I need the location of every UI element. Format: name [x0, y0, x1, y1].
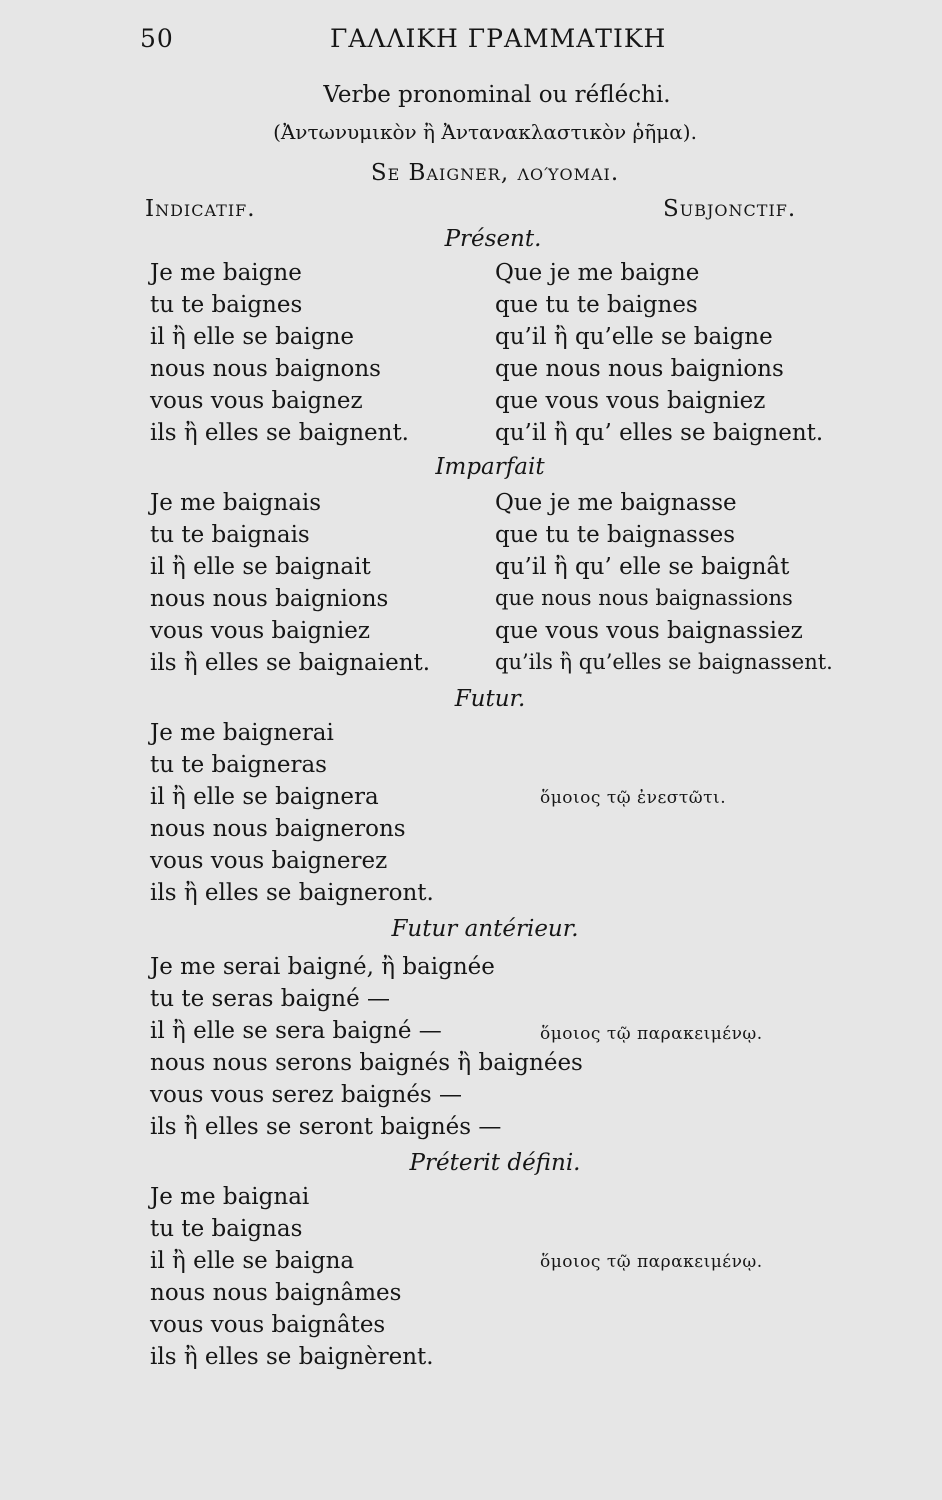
subjonctif-line: que vous vous baigniez	[495, 388, 766, 414]
subjonctif-line: que vous vous baignassiez	[495, 618, 803, 644]
greek-note: ὅμοιος τῷ παρακειμένῳ.	[540, 1252, 763, 1272]
indicatif-line: nous nous baignâmes	[150, 1280, 402, 1306]
indicatif-line: nous nous baignons	[150, 356, 381, 382]
indicatif-line: il ἢ elle se baigne	[150, 324, 355, 350]
indicatif-line: Je me baigne	[150, 260, 302, 286]
indicatif-line: ils ἢ elles se baignèrent.	[150, 1344, 434, 1370]
indicatif-line: nous nous baignerons	[150, 816, 406, 842]
indicatif-line: Je me baignais	[150, 490, 322, 516]
greek-note: ὅμοιος τῷ ἐνεστῶτι.	[540, 788, 727, 808]
subjonctif-line: Que je me baigne	[495, 260, 700, 286]
indicatif-line: vous vous baignerez	[150, 848, 388, 874]
indicatif-line: il ἢ elle se baignera	[150, 784, 379, 810]
subjonctif-line: qu’il ἢ qu’ elle se baignât	[495, 554, 790, 580]
indicatif-line: vous vous baignâtes	[150, 1312, 386, 1338]
indicatif-line: nous nous baignions	[150, 586, 389, 612]
subjonctif-line: que tu te baignes	[495, 292, 698, 318]
indicatif-line: il ἢ elle se sera baigné —	[150, 1018, 442, 1044]
indicatif-line: nous nous serons baignés ἢ baignées	[150, 1050, 583, 1076]
indicatif-line: vous vous baignez	[150, 388, 363, 414]
tense-heading-preterit-defini: Préterit défini.	[409, 1150, 581, 1176]
indicatif-line: il ἢ elle se baignait	[150, 554, 371, 580]
column-label-indicatif: Indicatif.	[145, 196, 256, 222]
greek-note: ὅμοιος τῷ παρακειμένῳ.	[540, 1024, 763, 1044]
indicatif-line: ils ἢ elles se baignaient.	[150, 650, 431, 676]
indicatif-line: Je me serai baigné, ἢ baignée	[150, 954, 495, 980]
indicatif-line: tu te baignes	[150, 292, 303, 318]
indicatif-line: ils ἢ elles se seront baignés —	[150, 1114, 502, 1140]
tense-heading-futur-anterieur: Futur antérieur.	[391, 916, 579, 942]
indicatif-line: vous vous serez baignés —	[150, 1082, 463, 1108]
indicatif-line: Je me baignerai	[150, 720, 334, 746]
subjonctif-line: que nous nous baignassions	[495, 586, 793, 610]
indicatif-line: tu te baigneras	[150, 752, 327, 778]
subjonctif-line: qu’il ἢ qu’elle se baigne	[495, 324, 773, 350]
indicatif-line: tu te baignais	[150, 522, 310, 548]
column-label-subjonctif: Subjonctif.	[663, 196, 797, 222]
tense-heading-futur: Futur.	[454, 686, 526, 712]
verb-heading: Se Baigner, λούομαι.	[370, 160, 620, 186]
section-title: Verbe pronominal ou réfléchi.	[323, 82, 671, 108]
subjonctif-line: Que je me baignasse	[495, 490, 737, 516]
running-title: ΓΑΛΛΙΚΗ ΓΡΑΜΜΑΤΙΚΗ	[330, 24, 667, 53]
section-subtitle-greek: (Ἀντωνυμικὸν ἢ Ἀντανακλαστικὸν ῥῆμα).	[273, 120, 697, 144]
page-number: 50	[140, 24, 174, 53]
indicatif-line: tu te baignas	[150, 1216, 303, 1242]
indicatif-line: vous vous baigniez	[150, 618, 370, 644]
tense-heading-present: Présent.	[444, 226, 542, 252]
indicatif-line: il ἢ elle se baigna	[150, 1248, 355, 1274]
indicatif-line: Je me baignai	[150, 1184, 310, 1210]
indicatif-line: ils ἢ elles se baigneront.	[150, 880, 434, 906]
subjonctif-line: qu’il ἢ qu’ elles se baignent.	[495, 420, 824, 446]
tense-heading-imparfait: Imparfait	[435, 454, 545, 480]
subjonctif-line: que tu te baignasses	[495, 522, 736, 548]
indicatif-line: tu te seras baigné —	[150, 986, 391, 1012]
indicatif-line: ils ἢ elles se baignent.	[150, 420, 409, 446]
subjonctif-line: qu’ils ἢ qu’elles se baignassent.	[495, 650, 833, 674]
subjonctif-line: que nous nous baignions	[495, 356, 784, 382]
